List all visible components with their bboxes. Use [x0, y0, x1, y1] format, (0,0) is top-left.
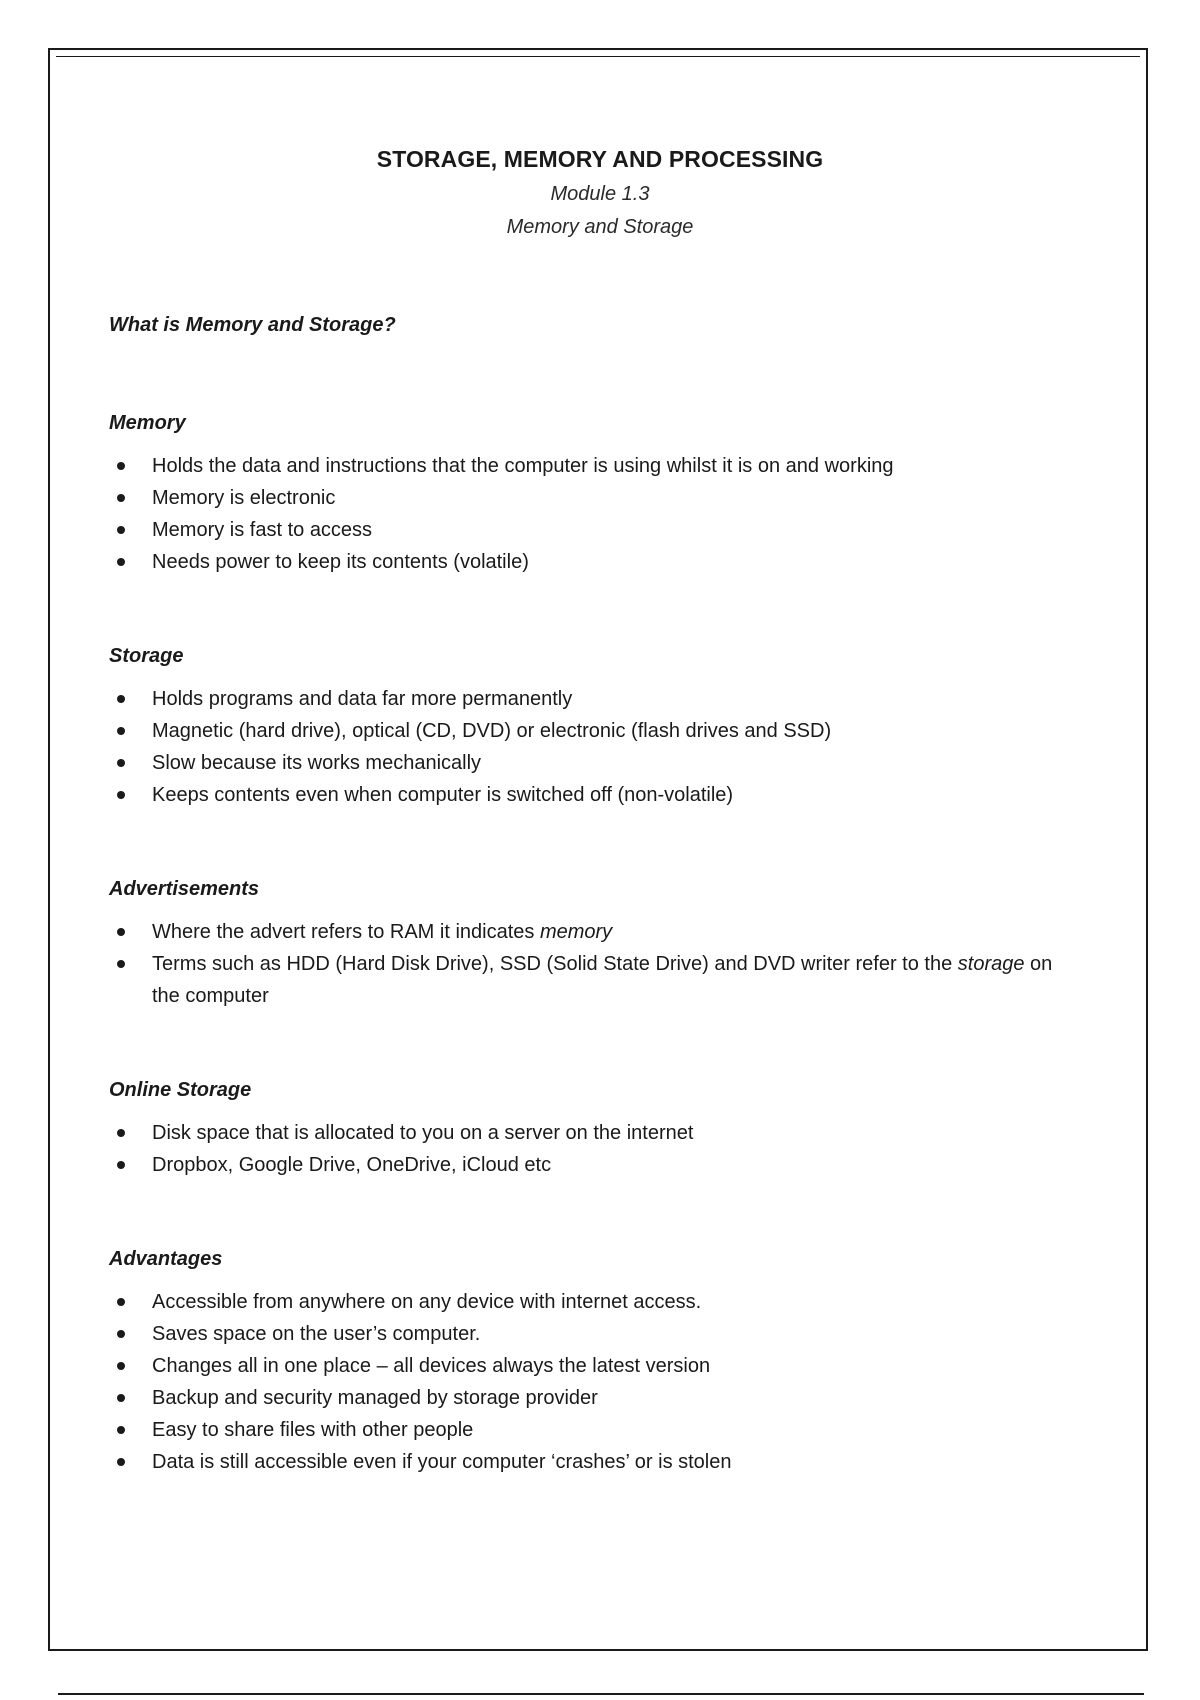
online-storage-bullet-list [109, 1117, 1069, 1181]
list-item: Changes all in one place – all devices always the latest version [109, 1350, 1069, 1382]
bullet-icon [117, 1161, 125, 1169]
bullet-icon [117, 960, 125, 968]
list-item: Backup and security managed by storage provider [109, 1382, 1069, 1414]
bullet-icon [117, 1426, 125, 1434]
bullet-icon [117, 727, 125, 735]
bullet-icon [117, 526, 125, 534]
footer-rule [58, 1693, 1144, 1695]
bullet-icon [117, 1394, 125, 1402]
section-heading-memory: Memory [109, 412, 186, 434]
list-item: Slow because its works mechanically [109, 747, 1069, 779]
list-item: Needs power to keep its contents (volatile) [109, 546, 1069, 578]
storage-bullet-list [109, 683, 1069, 811]
document-body [109, 312, 1069, 1543]
bullet-icon [117, 1129, 125, 1137]
section-storage [109, 643, 1069, 811]
bullet-icon [117, 1330, 125, 1338]
intro-question: What is Memory and Storage? [109, 314, 396, 336]
list-item: Memory is fast to access [109, 514, 1069, 546]
section-heading-advantages: Advantages [109, 1248, 223, 1270]
list-item: Memory is electronic [109, 482, 1069, 514]
section-heading-storage: Storage [109, 645, 184, 667]
emphasis-memory: memory [539, 921, 613, 943]
list-item: Disk space that is allocated to you on a server on the internet [109, 1117, 1069, 1149]
bullet-icon [117, 1298, 125, 1306]
document-title: STORAGE, MEMORY AND PROCESSING [376, 146, 824, 172]
list-item: Magnetic (hard drive), optical (CD, DVD) or electronic (flash drives and SSD) [109, 715, 1069, 747]
bullet-icon [117, 494, 125, 502]
memory-bullet-list [109, 450, 1069, 578]
list-item: Dropbox, Google Drive, OneDrive, iCloud etc [109, 1149, 1069, 1181]
bullet-icon [117, 791, 125, 799]
list-item: Keeps contents even when computer is switched off (non-volatile) [109, 779, 1069, 811]
module-topic: Memory and Storage [506, 216, 694, 238]
bullet-icon [117, 695, 125, 703]
list-item: Terms such as HDD (Hard Disk Drive), SSD (Solid State Drive) and DVD writer refer to the storage on the computer [109, 948, 1069, 1012]
bullet-icon [117, 462, 125, 470]
section-heading-advertisements: Advertisements [109, 878, 260, 900]
section-advantages [109, 1246, 1069, 1478]
bullet-icon [117, 1458, 125, 1466]
list-item: Where the advert refers to RAM it indicates memory [109, 916, 1069, 948]
bullet-icon [117, 1362, 125, 1370]
top-border-inner-line [56, 56, 1140, 57]
list-item: Saves space on the user’s computer. [109, 1318, 1069, 1350]
module-number: Module 1.3 [550, 183, 650, 205]
advertisements-bullet-list [109, 916, 1069, 1012]
section-advertisements [109, 876, 1069, 1012]
section-memory [109, 410, 1069, 578]
bullet-icon [117, 928, 125, 936]
list-item: Accessible from anywhere on any device with internet access. [109, 1286, 1069, 1318]
emphasis-storage: storage [957, 953, 1025, 975]
section-heading-online-storage: Online Storage [109, 1079, 252, 1101]
section-online-storage [109, 1077, 1069, 1181]
bullet-icon [117, 558, 125, 566]
list-item: Holds programs and data far more permanently [109, 683, 1069, 715]
list-item: Easy to share files with other people [109, 1414, 1069, 1446]
advantages-bullet-list [109, 1286, 1069, 1478]
bullet-icon [117, 759, 125, 767]
list-item: Data is still accessible even if your computer ‘crashes’ or is stolen [109, 1446, 1069, 1478]
list-item: Holds the data and instructions that the computer is using whilst it is on and working [109, 450, 1069, 482]
